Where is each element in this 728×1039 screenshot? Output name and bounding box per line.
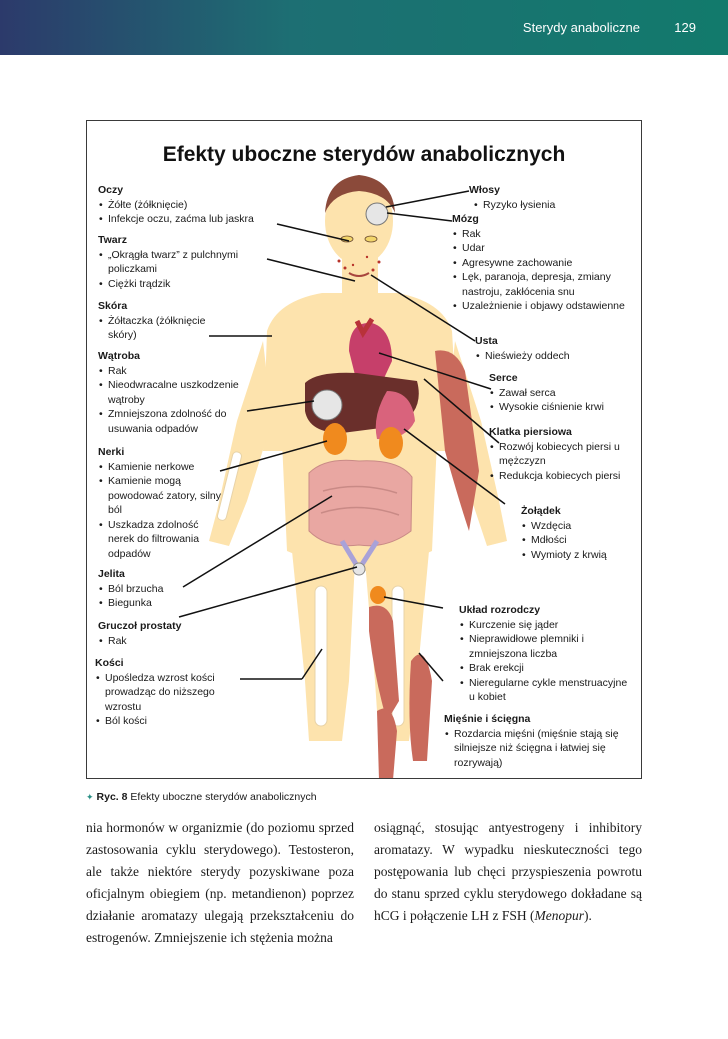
body-text-left-column bbox=[86, 817, 354, 949]
label-item: • Kamienie nerkowe bbox=[98, 460, 222, 475]
label-heading: Kości bbox=[95, 657, 124, 669]
body-text-segment: osiągnąć, stosując antyestrogeny i inhibitory aromatazy. W wypadku nieskuteczności tego postępowania lub chęci przyspieszenia powrotu do stanu sprzed cyklu sterydowego dokładane są hCG i połączenie LH z FSH ( bbox=[374, 820, 642, 923]
label-item: • Rozwój kobiecych piersi u mężczyzn bbox=[489, 440, 637, 469]
label-item: • Rak bbox=[452, 227, 637, 242]
label-item: • Nieodwracalne uszkodzenie wątroby bbox=[98, 378, 250, 407]
label-heading: Jelita bbox=[98, 568, 125, 580]
body-paragraph: nia hormonów w organizmie (do poziomu sprzed zastosowania cyklu sterydowego). Testosteron, ale także niektóre sterydy pozyskiwane poza oficjalnym obiegiem (np. metandienon) poprzez działanie aromatazy ulegają przekształceniu do estrogenów. Zmniejszenie ich stężenia można bbox=[86, 820, 354, 945]
label-item: • Rak bbox=[98, 364, 250, 379]
label-heading: Usta bbox=[475, 335, 498, 347]
label-jelita bbox=[98, 567, 198, 611]
label-item: • Wysokie ciśnienie krwi bbox=[489, 400, 639, 415]
body-text-italic: Menopur bbox=[534, 908, 584, 923]
label-item: • Zawał serca bbox=[489, 386, 639, 401]
label-item: • Mdłości bbox=[521, 533, 631, 548]
label-item: • Kurczenie się jąder bbox=[459, 618, 635, 633]
label-item: • Wzdęcia bbox=[521, 519, 631, 534]
label-item: • Ryzyko łysienia bbox=[473, 198, 589, 213]
page-number: 129 bbox=[674, 20, 696, 35]
label-skora bbox=[98, 299, 218, 343]
label-watroba bbox=[98, 349, 250, 436]
label-item: • Nieregularne cykle menstruacyjne u kobiet bbox=[459, 676, 635, 705]
label-item: • Kamienie mogą powodować zatory, silny ból bbox=[98, 474, 222, 518]
label-heading: Wątroba bbox=[98, 350, 140, 362]
label-kosci bbox=[95, 656, 235, 729]
label-gruczol-prostaty bbox=[98, 619, 208, 648]
label-heading: Gruczoł prostaty bbox=[98, 620, 182, 632]
label-mozg bbox=[452, 212, 637, 314]
label-item: • Redukcja kobiecych piersi bbox=[489, 469, 637, 484]
label-wlosy bbox=[469, 183, 589, 212]
body-text-right-column bbox=[374, 817, 642, 927]
label-heading: Nerki bbox=[98, 446, 125, 458]
figure-caption bbox=[86, 791, 317, 803]
label-heading: Układ rozrodczy bbox=[459, 604, 541, 616]
label-heading: Oczy bbox=[98, 184, 124, 196]
label-uklad-rozrodczy bbox=[459, 603, 635, 705]
label-serce bbox=[489, 371, 639, 415]
label-item: • Uzależnienie i objawy odstawienne bbox=[452, 299, 637, 314]
label-item: • Ból brzucha bbox=[98, 582, 198, 597]
label-item: • „Okrągła twarz” z pulchnymi policzkami bbox=[98, 248, 258, 277]
label-zoladek bbox=[521, 504, 631, 562]
label-item: • Upośledza wzrost kości prowadząc do niższego wzrostu bbox=[95, 671, 235, 715]
body-paragraph bbox=[374, 817, 642, 927]
label-heading: Żołądek bbox=[521, 505, 561, 517]
label-heading: Włosy bbox=[469, 184, 500, 196]
label-item: • Żółte (żółknięcie) bbox=[98, 198, 278, 213]
label-item: • Nieświeży oddech bbox=[475, 349, 625, 364]
label-heading: Mózg bbox=[452, 213, 479, 225]
label-heading: Skóra bbox=[98, 300, 128, 312]
figure-frame bbox=[86, 120, 642, 779]
label-item: • Ciężki trądzik bbox=[98, 277, 258, 292]
label-item: • Agresywne zachowanie bbox=[452, 256, 637, 271]
label-heading: Mięśnie i ścięgna bbox=[444, 713, 531, 725]
label-item: • Infekcje oczu, zaćma lub jaskra bbox=[98, 212, 278, 227]
body-text-segment: ). bbox=[583, 908, 592, 923]
caption-star-icon: ✦ bbox=[86, 792, 94, 802]
label-item: • Żółtaczka (żółknięcie skóry) bbox=[98, 314, 218, 343]
label-twarz bbox=[98, 233, 258, 291]
label-item: • Rak bbox=[98, 634, 208, 649]
label-item: • Udar bbox=[452, 241, 637, 256]
label-item: • Nieprawidłowe plemniki i zmniejszona liczba bbox=[459, 632, 635, 661]
label-heading: Twarz bbox=[98, 234, 127, 246]
label-miesnie-sciegna bbox=[444, 712, 640, 770]
caption-text: Efekty uboczne sterydów anabolicznych bbox=[130, 791, 317, 803]
running-header-title: Sterydy anaboliczne bbox=[522, 20, 640, 35]
label-item: • Uszkadza zdolność nerek do filtrowania odpadów bbox=[98, 518, 222, 562]
label-item: • Rozdarcia mięśni (mięśnie stają się silniejsze niż ścięgna i łatwiej się rozrywają) bbox=[444, 727, 640, 771]
label-oczy bbox=[98, 183, 278, 227]
label-usta bbox=[475, 334, 625, 363]
label-heading: Serce bbox=[489, 372, 518, 384]
label-item: • Zmniejszona zdolność do usuwania odpadów bbox=[98, 407, 250, 436]
label-klatka-piersiowa bbox=[489, 425, 637, 483]
label-item: • Wymioty z krwią bbox=[521, 548, 631, 563]
label-item: • Brak erekcji bbox=[459, 661, 635, 676]
label-heading: Klatka piersiowa bbox=[489, 426, 572, 438]
label-nerki bbox=[98, 445, 222, 561]
label-item: • Biegunka bbox=[98, 596, 198, 611]
figure-title: Efekty uboczne sterydów anabolicznych bbox=[162, 143, 566, 166]
label-item: • Lęk, paranoja, depresja, zmiany nastroju, zakłócenia snu bbox=[452, 270, 637, 299]
caption-label: Ryc. 8 bbox=[96, 791, 128, 803]
label-item: • Ból kości bbox=[95, 714, 235, 729]
